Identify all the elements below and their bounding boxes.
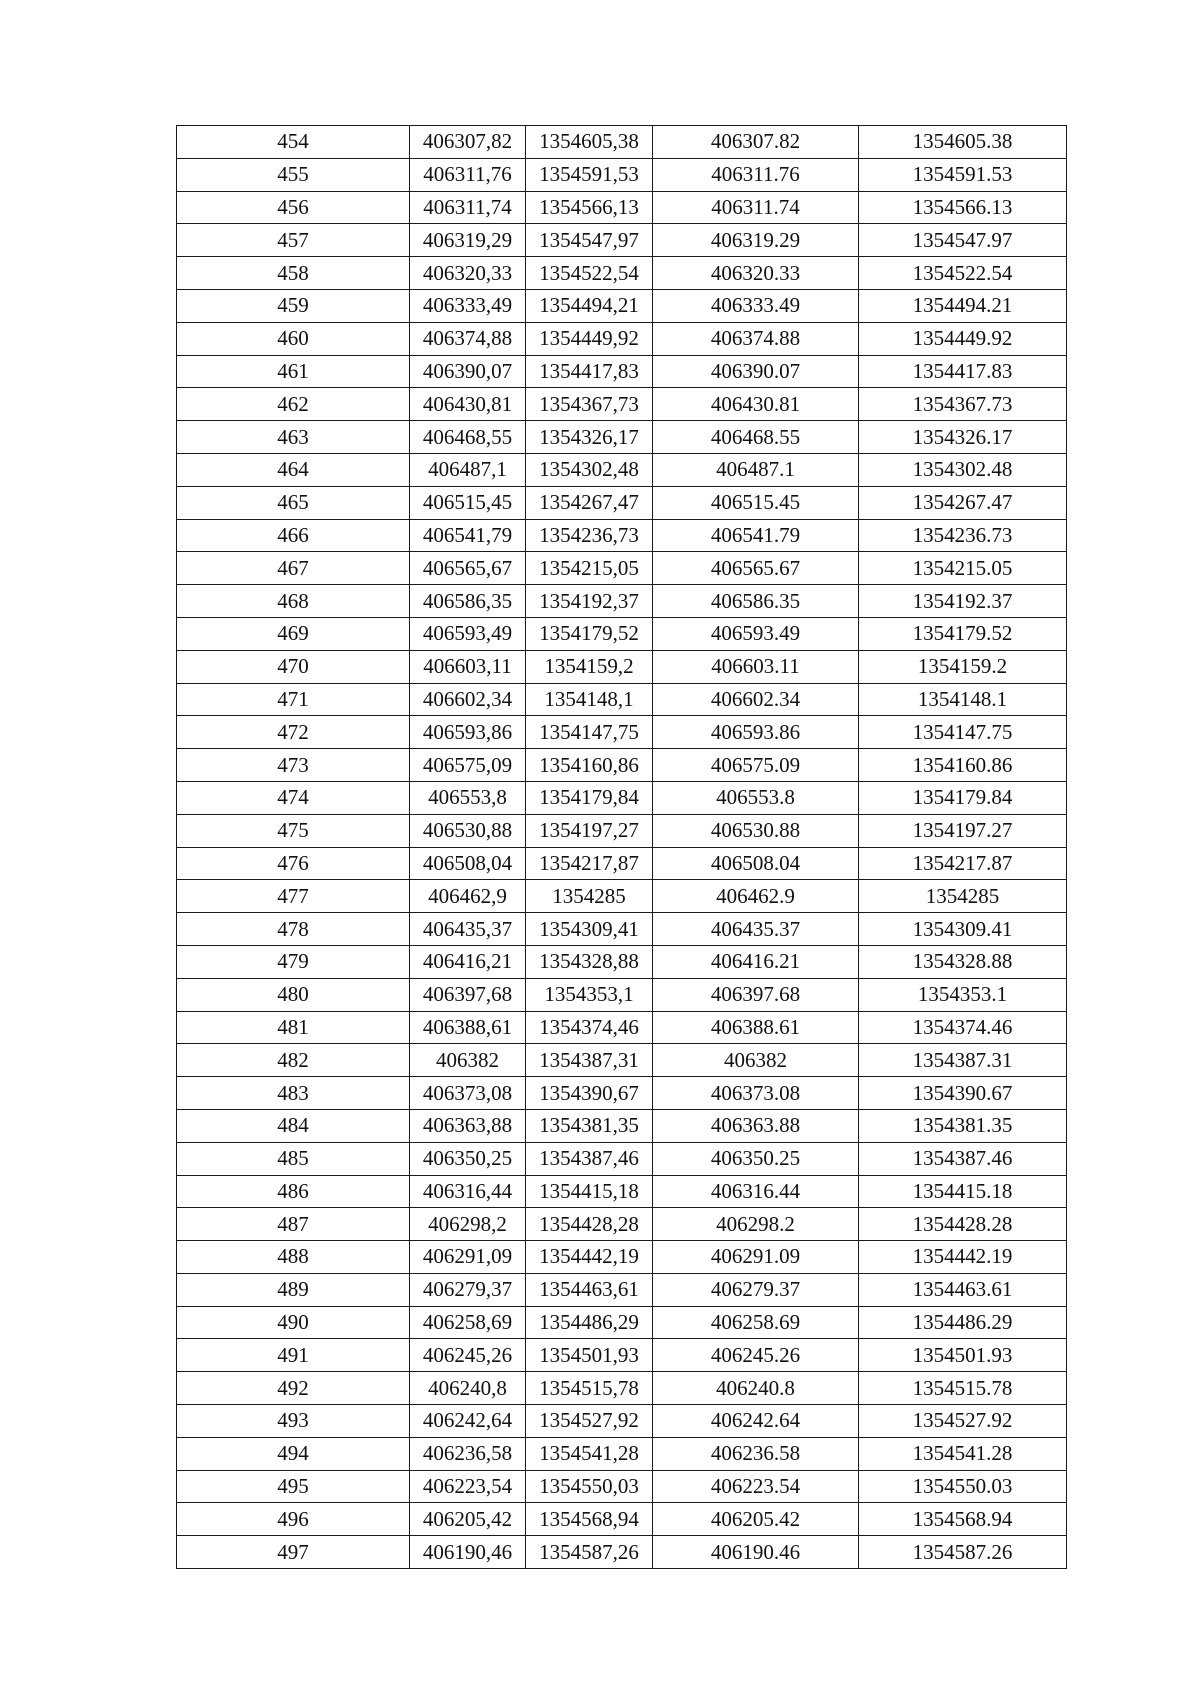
y-comma-cell: 1354160,86 [526,749,653,782]
y-dot-cell: 1354566.13 [859,191,1067,224]
table-row [177,421,1067,454]
y-dot-cell: 1354215.05 [859,552,1067,585]
point-number-cell: 473 [177,749,410,782]
x-dot-cell: 406382 [653,1044,859,1077]
point-number-cell: 457 [177,224,410,257]
table-row [177,978,1067,1011]
point-number-cell: 490 [177,1306,410,1339]
x-comma-cell: 406541,79 [410,519,526,552]
y-comma-cell: 1354494,21 [526,289,653,322]
y-dot-cell: 1354605.38 [859,126,1067,159]
x-dot-cell: 406603.11 [653,650,859,683]
y-dot-cell: 1354147.75 [859,716,1067,749]
y-dot-cell: 1354192.37 [859,585,1067,618]
x-dot-cell: 406307.82 [653,126,859,159]
x-comma-cell: 406311,74 [410,191,526,224]
table-row [177,1273,1067,1306]
point-number-cell: 483 [177,1077,410,1110]
x-comma-cell: 406487,1 [410,453,526,486]
y-comma-cell: 1354353,1 [526,978,653,1011]
point-number-cell: 468 [177,585,410,618]
x-dot-cell: 406390.07 [653,355,859,388]
x-dot-cell: 406374.88 [653,322,859,355]
x-comma-cell: 406430,81 [410,388,526,421]
y-dot-cell: 1354463.61 [859,1273,1067,1306]
table-row [177,1536,1067,1569]
y-comma-cell: 1354236,73 [526,519,653,552]
y-comma-cell: 1354486,29 [526,1306,653,1339]
x-comma-cell: 406593,49 [410,617,526,650]
point-number-cell: 496 [177,1503,410,1536]
table-row [177,519,1067,552]
y-comma-cell: 1354285 [526,880,653,913]
y-dot-cell: 1354527.92 [859,1405,1067,1438]
table-row [177,1437,1067,1470]
x-comma-cell: 406593,86 [410,716,526,749]
y-comma-cell: 1354217,87 [526,847,653,880]
y-comma-cell: 1354159,2 [526,650,653,683]
table-row [177,1109,1067,1142]
x-comma-cell: 406240,8 [410,1372,526,1405]
x-comma-cell: 406530,88 [410,814,526,847]
table-row [177,289,1067,322]
x-comma-cell: 406416,21 [410,945,526,978]
point-number-cell: 465 [177,486,410,519]
x-dot-cell: 406298.2 [653,1208,859,1241]
table-row [177,945,1067,978]
point-number-cell: 481 [177,1011,410,1044]
x-dot-cell: 406190.46 [653,1536,859,1569]
table-row [177,552,1067,585]
point-number-cell: 470 [177,650,410,683]
x-dot-cell: 406236.58 [653,1437,859,1470]
y-dot-cell: 1354374.46 [859,1011,1067,1044]
y-dot-cell: 1354591.53 [859,158,1067,191]
table-row [177,913,1067,946]
y-comma-cell: 1354328,88 [526,945,653,978]
x-dot-cell: 406416.21 [653,945,859,978]
x-comma-cell: 406390,07 [410,355,526,388]
table-row [177,126,1067,159]
y-dot-cell: 1354547.97 [859,224,1067,257]
table-row [177,1011,1067,1044]
x-comma-cell: 406586,35 [410,585,526,618]
y-dot-cell: 1354515.78 [859,1372,1067,1405]
x-dot-cell: 406245.26 [653,1339,859,1372]
x-dot-cell: 406430.81 [653,388,859,421]
y-comma-cell: 1354147,75 [526,716,653,749]
x-dot-cell: 406586.35 [653,585,859,618]
table-row [177,224,1067,257]
table-row [177,847,1067,880]
point-number-cell: 491 [177,1339,410,1372]
y-comma-cell: 1354605,38 [526,126,653,159]
y-dot-cell: 1354285 [859,880,1067,913]
x-dot-cell: 406223.54 [653,1470,859,1503]
table-row [177,1142,1067,1175]
y-comma-cell: 1354463,61 [526,1273,653,1306]
point-number-cell: 461 [177,355,410,388]
x-comma-cell: 406602,34 [410,683,526,716]
x-comma-cell: 406298,2 [410,1208,526,1241]
y-comma-cell: 1354387,31 [526,1044,653,1077]
table-row [177,191,1067,224]
table-row [177,1372,1067,1405]
y-dot-cell: 1354326.17 [859,421,1067,454]
y-dot-cell: 1354522.54 [859,257,1067,290]
table-row [177,388,1067,421]
x-dot-cell: 406462.9 [653,880,859,913]
point-number-cell: 456 [177,191,410,224]
x-comma-cell: 406388,61 [410,1011,526,1044]
y-comma-cell: 1354587,26 [526,1536,653,1569]
y-dot-cell: 1354442.19 [859,1241,1067,1274]
x-dot-cell: 406468.55 [653,421,859,454]
table-row [177,716,1067,749]
x-dot-cell: 406363.88 [653,1109,859,1142]
point-number-cell: 462 [177,388,410,421]
point-number-cell: 497 [177,1536,410,1569]
x-comma-cell: 406236,58 [410,1437,526,1470]
x-dot-cell: 406575.09 [653,749,859,782]
y-comma-cell: 1354568,94 [526,1503,653,1536]
x-comma-cell: 406462,9 [410,880,526,913]
x-dot-cell: 406240.8 [653,1372,859,1405]
y-dot-cell: 1354148.1 [859,683,1067,716]
point-number-cell: 478 [177,913,410,946]
y-dot-cell: 1354387.46 [859,1142,1067,1175]
table-row [177,1044,1067,1077]
y-comma-cell: 1354215,05 [526,552,653,585]
y-comma-cell: 1354566,13 [526,191,653,224]
y-comma-cell: 1354367,73 [526,388,653,421]
x-comma-cell: 406373,08 [410,1077,526,1110]
point-number-cell: 471 [177,683,410,716]
x-dot-cell: 406258.69 [653,1306,859,1339]
y-comma-cell: 1354179,52 [526,617,653,650]
y-comma-cell: 1354302,48 [526,453,653,486]
y-dot-cell: 1354541.28 [859,1437,1067,1470]
x-dot-cell: 406515.45 [653,486,859,519]
y-comma-cell: 1354522,54 [526,257,653,290]
table-row [177,585,1067,618]
table-row [177,322,1067,355]
x-comma-cell: 406508,04 [410,847,526,880]
x-dot-cell: 406541.79 [653,519,859,552]
y-dot-cell: 1354367.73 [859,388,1067,421]
x-comma-cell: 406333,49 [410,289,526,322]
table-row [177,617,1067,650]
x-dot-cell: 406242.64 [653,1405,859,1438]
x-comma-cell: 406382 [410,1044,526,1077]
y-dot-cell: 1354501.93 [859,1339,1067,1372]
table-row [177,1405,1067,1438]
x-comma-cell: 406311,76 [410,158,526,191]
x-comma-cell: 406363,88 [410,1109,526,1142]
point-number-cell: 494 [177,1437,410,1470]
point-number-cell: 488 [177,1241,410,1274]
y-comma-cell: 1354179,84 [526,781,653,814]
point-number-cell: 474 [177,781,410,814]
x-dot-cell: 406311.76 [653,158,859,191]
x-comma-cell: 406316,44 [410,1175,526,1208]
y-dot-cell: 1354390.67 [859,1077,1067,1110]
x-dot-cell: 406311.74 [653,191,859,224]
point-number-cell: 476 [177,847,410,880]
point-number-cell: 463 [177,421,410,454]
x-comma-cell: 406565,67 [410,552,526,585]
point-number-cell: 493 [177,1405,410,1438]
y-comma-cell: 1354381,35 [526,1109,653,1142]
x-dot-cell: 406508.04 [653,847,859,880]
y-dot-cell: 1354353.1 [859,978,1067,1011]
x-dot-cell: 406530.88 [653,814,859,847]
x-dot-cell: 406279.37 [653,1273,859,1306]
x-dot-cell: 406593.49 [653,617,859,650]
x-dot-cell: 406373.08 [653,1077,859,1110]
x-comma-cell: 406397,68 [410,978,526,1011]
y-dot-cell: 1354415.18 [859,1175,1067,1208]
y-dot-cell: 1354417.83 [859,355,1067,388]
table-row [177,1470,1067,1503]
point-number-cell: 464 [177,453,410,486]
x-dot-cell: 406316.44 [653,1175,859,1208]
table-row [177,1241,1067,1274]
point-number-cell: 482 [177,1044,410,1077]
x-comma-cell: 406242,64 [410,1405,526,1438]
x-dot-cell: 406333.49 [653,289,859,322]
y-dot-cell: 1354217.87 [859,847,1067,880]
point-number-cell: 486 [177,1175,410,1208]
y-dot-cell: 1354302.48 [859,453,1067,486]
x-comma-cell: 406575,09 [410,749,526,782]
y-comma-cell: 1354326,17 [526,421,653,454]
y-comma-cell: 1354527,92 [526,1405,653,1438]
table-row [177,1077,1067,1110]
x-comma-cell: 406468,55 [410,421,526,454]
table-row [177,880,1067,913]
y-comma-cell: 1354148,1 [526,683,653,716]
point-number-cell: 454 [177,126,410,159]
x-dot-cell: 406319.29 [653,224,859,257]
x-comma-cell: 406307,82 [410,126,526,159]
table-row [177,158,1067,191]
y-dot-cell: 1354236.73 [859,519,1067,552]
x-comma-cell: 406320,33 [410,257,526,290]
y-dot-cell: 1354494.21 [859,289,1067,322]
y-comma-cell: 1354374,46 [526,1011,653,1044]
table-row [177,781,1067,814]
point-number-cell: 485 [177,1142,410,1175]
table-row [177,486,1067,519]
point-number-cell: 455 [177,158,410,191]
y-comma-cell: 1354417,83 [526,355,653,388]
point-number-cell: 489 [177,1273,410,1306]
table-row [177,650,1067,683]
table-row [177,1208,1067,1241]
y-dot-cell: 1354568.94 [859,1503,1067,1536]
table-row [177,355,1067,388]
y-dot-cell: 1354381.35 [859,1109,1067,1142]
x-comma-cell: 406553,8 [410,781,526,814]
point-number-cell: 469 [177,617,410,650]
y-dot-cell: 1354159.2 [859,650,1067,683]
x-comma-cell: 406319,29 [410,224,526,257]
point-number-cell: 495 [177,1470,410,1503]
y-dot-cell: 1354486.29 [859,1306,1067,1339]
y-comma-cell: 1354309,41 [526,913,653,946]
y-dot-cell: 1354387.31 [859,1044,1067,1077]
y-comma-cell: 1354267,47 [526,486,653,519]
coordinates-table [176,125,1067,1569]
x-dot-cell: 406553.8 [653,781,859,814]
table-row [177,749,1067,782]
y-comma-cell: 1354428,28 [526,1208,653,1241]
point-number-cell: 487 [177,1208,410,1241]
point-number-cell: 479 [177,945,410,978]
y-comma-cell: 1354390,67 [526,1077,653,1110]
y-dot-cell: 1354309.41 [859,913,1067,946]
x-dot-cell: 406593.86 [653,716,859,749]
point-number-cell: 472 [177,716,410,749]
x-dot-cell: 406350.25 [653,1142,859,1175]
x-dot-cell: 406565.67 [653,552,859,585]
x-comma-cell: 406190,46 [410,1536,526,1569]
y-comma-cell: 1354192,37 [526,585,653,618]
coordinates-table-body [177,126,1067,1569]
y-dot-cell: 1354179.52 [859,617,1067,650]
table-row [177,683,1067,716]
x-comma-cell: 406515,45 [410,486,526,519]
point-number-cell: 467 [177,552,410,585]
y-dot-cell: 1354160.86 [859,749,1067,782]
table-row [177,814,1067,847]
point-number-cell: 492 [177,1372,410,1405]
x-dot-cell: 406291.09 [653,1241,859,1274]
x-dot-cell: 406320.33 [653,257,859,290]
x-comma-cell: 406223,54 [410,1470,526,1503]
y-dot-cell: 1354550.03 [859,1470,1067,1503]
x-comma-cell: 406435,37 [410,913,526,946]
y-dot-cell: 1354179.84 [859,781,1067,814]
table-row [177,1306,1067,1339]
point-number-cell: 458 [177,257,410,290]
x-comma-cell: 406350,25 [410,1142,526,1175]
point-number-cell: 480 [177,978,410,1011]
y-dot-cell: 1354267.47 [859,486,1067,519]
x-comma-cell: 406374,88 [410,322,526,355]
x-dot-cell: 406205.42 [653,1503,859,1536]
x-dot-cell: 406397.68 [653,978,859,1011]
x-dot-cell: 406435.37 [653,913,859,946]
y-comma-cell: 1354547,97 [526,224,653,257]
y-dot-cell: 1354587.26 [859,1536,1067,1569]
x-comma-cell: 406258,69 [410,1306,526,1339]
point-number-cell: 459 [177,289,410,322]
point-number-cell: 475 [177,814,410,847]
y-comma-cell: 1354415,18 [526,1175,653,1208]
table-row [177,1503,1067,1536]
x-dot-cell: 406487.1 [653,453,859,486]
point-number-cell: 484 [177,1109,410,1142]
x-comma-cell: 406279,37 [410,1273,526,1306]
y-comma-cell: 1354591,53 [526,158,653,191]
table-row [177,1339,1067,1372]
x-comma-cell: 406603,11 [410,650,526,683]
table-row [177,257,1067,290]
x-comma-cell: 406205,42 [410,1503,526,1536]
y-comma-cell: 1354449,92 [526,322,653,355]
x-dot-cell: 406388.61 [653,1011,859,1044]
point-number-cell: 466 [177,519,410,552]
y-comma-cell: 1354442,19 [526,1241,653,1274]
y-comma-cell: 1354387,46 [526,1142,653,1175]
x-comma-cell: 406245,26 [410,1339,526,1372]
y-dot-cell: 1354449.92 [859,322,1067,355]
table-row [177,453,1067,486]
point-number-cell: 460 [177,322,410,355]
y-comma-cell: 1354550,03 [526,1470,653,1503]
y-dot-cell: 1354428.28 [859,1208,1067,1241]
y-comma-cell: 1354541,28 [526,1437,653,1470]
y-comma-cell: 1354501,93 [526,1339,653,1372]
y-comma-cell: 1354515,78 [526,1372,653,1405]
point-number-cell: 477 [177,880,410,913]
y-dot-cell: 1354197.27 [859,814,1067,847]
x-comma-cell: 406291,09 [410,1241,526,1274]
y-comma-cell: 1354197,27 [526,814,653,847]
y-dot-cell: 1354328.88 [859,945,1067,978]
x-dot-cell: 406602.34 [653,683,859,716]
table-row [177,1175,1067,1208]
